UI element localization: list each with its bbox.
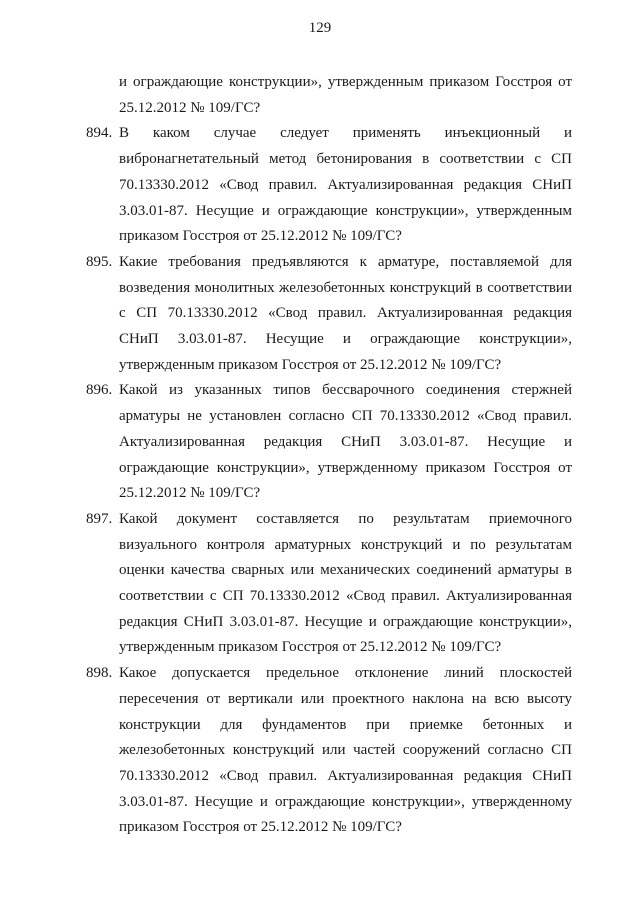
continued-paragraph: и ограждающие конструкции», утвержденным приказом Госстроя от 25.12.2012 № 109/ГС? xyxy=(119,74,572,116)
question-text: Какое допускается предельное отклонение линий плоскостей пересечения от вертикали или проектного наклона на всю высоту конструкции для фундаментов при приемке бетонных и железобетонных конструкций или частей сооружений согласно СП 70.13330.2012 «Свод правил. Актуализированная редакция СНиП 3.03.01-87. Несущие и ограждающие конструкции», утвержденному приказом Госстроя от 25.12.2012 № 109/ГС? xyxy=(119,665,572,836)
question-text: Какой из указанных типов бессварочного соединения стержней арматуры не установлен согласно СП 70.13330.2012 «Свод правил. Актуализированная редакция СНиП 3.03.01-87. Несущие и ограждающие конструкции», утвержденному приказом Госстроя от 25.12.2012 № 109/ГС? xyxy=(119,382,572,502)
question-text: Какие требования предъявляются к арматуре, поставляемой для возведения монолитных железобетонных конструкций в соответствии с СП 70.13330.2012 «Свод правил. Актуализированная редакция СНиП 3.03.01-87. Несущие и ограждающие конструкции», утвержденным приказом Госстроя от 25.12.2012 № 109/ГС? xyxy=(119,253,572,373)
question-item-895 xyxy=(86,250,572,379)
question-number: 895. xyxy=(86,253,113,270)
question-item-898 xyxy=(86,661,572,841)
question-text: В каком случае следует применять инъекционный и вибронагнетательный метод бетонирования в соответствии с СП 70.13330.2012 «Свод правил. Актуализированная редакция СНиП 3.03.01-87. Несущие и ограждающие конструкции», утвержденным приказом Госстроя от 25.12.2012 № 109/ГС? xyxy=(119,125,572,245)
page-number: 129 xyxy=(308,20,332,36)
question-number: 898. xyxy=(86,665,113,682)
page-content xyxy=(86,70,572,841)
question-item-894 xyxy=(86,121,572,250)
question-text: Какой документ составляется по результатам приемочного визуального контроля арматурных конструкций и по результатам оценки качества сварных или механических соединений арматуры в соответствии с СП 70.13330.2012 «Свод правил. Актуализированная редакция СНиП 3.03.01-87. Несущие и ограждающие конструкции», утвержденным приказом Госстроя от 25.12.2012 № 109/ГС? xyxy=(119,510,572,656)
question-item-896 xyxy=(86,378,572,507)
question-number: 894. xyxy=(86,125,113,142)
question-number: 897. xyxy=(86,510,113,527)
question-item-897 xyxy=(86,507,572,661)
question-number: 896. xyxy=(86,382,113,399)
